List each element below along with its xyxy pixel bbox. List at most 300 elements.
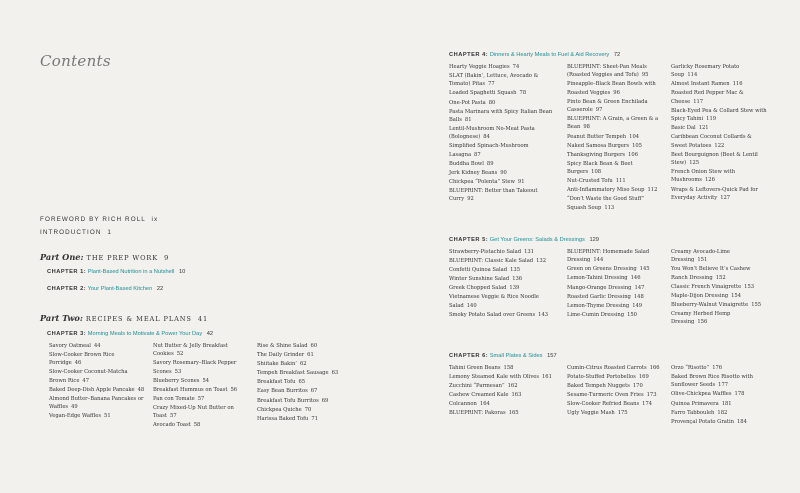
entry-title: French Onion Stew with Mushrooms bbox=[671, 169, 736, 184]
chapter-6-page: 157 bbox=[547, 353, 557, 359]
entry-page: 90 bbox=[500, 169, 507, 176]
entry-page: 184 bbox=[736, 418, 747, 425]
toc-chapter-4[interactable] bbox=[449, 52, 620, 58]
entry-title: Jerk Kidney Beans bbox=[449, 169, 498, 176]
entry-title: Easy Bean Burritos bbox=[257, 388, 308, 395]
chapter-1-page: 10 bbox=[178, 269, 186, 275]
entry-title: Caribbean Coconut Collards & Sweet Potatoes bbox=[671, 134, 752, 149]
toc-entry[interactable] bbox=[671, 265, 767, 282]
entry-page: 74 bbox=[512, 64, 520, 70]
entry-page: 44 bbox=[93, 343, 101, 349]
toc-entry[interactable] bbox=[153, 377, 249, 385]
entry-title: Cumin-Citrus Roasted Carrots bbox=[567, 365, 647, 371]
entry-title: One-Pot Pasta bbox=[449, 99, 486, 106]
toc-entry[interactable] bbox=[449, 257, 559, 265]
entry-title: Lime-Cumin Dressing bbox=[567, 311, 625, 318]
introduction-page: 1 bbox=[107, 229, 112, 236]
entry-page: 63 bbox=[331, 370, 339, 377]
chapter-6-prefix: CHAPTER 6: bbox=[449, 353, 489, 359]
part-two-heading[interactable] bbox=[40, 313, 208, 323]
toc-entry[interactable] bbox=[449, 63, 559, 71]
toc-entry[interactable] bbox=[671, 107, 767, 124]
entry-title: Pasta Marinara with Spicy Italian Bean Balls bbox=[449, 108, 553, 123]
toc-entry[interactable] bbox=[153, 395, 249, 403]
toc-entry[interactable] bbox=[49, 351, 145, 368]
toc-entry[interactable] bbox=[449, 187, 559, 204]
toc-entry[interactable] bbox=[567, 391, 663, 399]
chapter-5-column-2 bbox=[567, 248, 663, 320]
toc-chapter-5[interactable] bbox=[449, 237, 599, 243]
entry-title: BLUEPRINT: A Grain, a Green & a Bean bbox=[567, 116, 659, 131]
toc-entry[interactable] bbox=[449, 178, 559, 186]
chapter-3-prefix: CHAPTER 3: bbox=[47, 331, 87, 337]
entry-page: 58 bbox=[193, 422, 201, 429]
entry-page: 173 bbox=[646, 392, 657, 399]
toc-entry[interactable] bbox=[153, 342, 249, 359]
entry-title: Harissa Baked Tofu bbox=[257, 415, 309, 422]
chapter-2-prefix: CHAPTER 2: bbox=[47, 286, 87, 292]
entry-title: Orzo “Risotto” bbox=[671, 365, 710, 371]
toc-entry[interactable] bbox=[567, 160, 663, 177]
toc-entry[interactable] bbox=[671, 301, 767, 309]
entry-page: 84 bbox=[483, 134, 490, 141]
entry-page: 60 bbox=[310, 343, 318, 349]
toc-entry[interactable] bbox=[567, 382, 663, 390]
entry-title: Vegan-Edge Waffles bbox=[49, 413, 102, 420]
toc-entry[interactable] bbox=[671, 89, 767, 106]
entry-title: Tahini Green Beans bbox=[449, 365, 501, 371]
entry-page: 112 bbox=[647, 187, 658, 194]
entry-title: Chickpea “Polenta” Stew bbox=[449, 179, 515, 186]
entry-page: 67 bbox=[310, 388, 318, 395]
chapter-2-title: Your Plant-Based Kitchen bbox=[87, 286, 153, 292]
entry-title: Olive-Chickpea Waffles bbox=[671, 391, 732, 398]
entry-page: 51 bbox=[104, 413, 111, 420]
toc-entry[interactable] bbox=[449, 284, 559, 292]
toc-entry[interactable] bbox=[567, 63, 663, 80]
entry-page: 70 bbox=[304, 406, 312, 413]
entry-page: 158 bbox=[503, 365, 514, 371]
entry-title: BLUEPRINT: Pakoras bbox=[449, 410, 506, 417]
toc-entry[interactable] bbox=[449, 382, 559, 390]
toc-entry[interactable] bbox=[671, 186, 767, 203]
toc-entry[interactable] bbox=[671, 80, 767, 88]
chapter-5-title: Get Your Greens: Salads & Dressings bbox=[489, 237, 585, 243]
entry-title: Savory Oatmeal bbox=[49, 343, 91, 349]
entry-page: 156 bbox=[697, 319, 708, 326]
toc-entry[interactable] bbox=[567, 195, 663, 212]
chapter-3-column-2 bbox=[153, 342, 249, 431]
chapter-1-prefix: CHAPTER 1: bbox=[47, 269, 87, 275]
entry-title: Lemony Steamed Kale with Olives bbox=[449, 374, 539, 381]
entry-page: 57 bbox=[170, 413, 177, 420]
entry-page: 71 bbox=[311, 415, 318, 422]
entry-page: 56 bbox=[230, 386, 238, 393]
entry-title: Green on Greens Dressing bbox=[567, 266, 637, 273]
entry-page: 146 bbox=[630, 275, 641, 282]
entry-title: Breakfast Tofu bbox=[257, 379, 296, 386]
toc-entry[interactable] bbox=[449, 99, 559, 107]
toc-entry[interactable] bbox=[567, 364, 663, 372]
toc-entry[interactable] bbox=[671, 310, 767, 327]
entry-title: Spicy Black Bean & Beet Burgers bbox=[567, 160, 633, 176]
entry-title: Confetti Quinoa Salad bbox=[449, 267, 508, 274]
entry-page: 116 bbox=[732, 81, 743, 88]
chapter-6-column-3 bbox=[671, 364, 767, 427]
chapter-4-column-3 bbox=[671, 63, 767, 203]
entry-title: Shiitake Bakin’ bbox=[257, 361, 297, 368]
entry-title: Vietnamese Veggie & Rice Noodle Salad bbox=[449, 294, 539, 309]
toc-entry[interactable] bbox=[153, 404, 249, 421]
toc-entry[interactable] bbox=[567, 151, 663, 159]
toc-entry[interactable] bbox=[671, 151, 767, 168]
foreword-label: FOREWORD BY RICH ROLL bbox=[40, 216, 146, 223]
entry-page: 95 bbox=[641, 72, 649, 79]
toc-introduction[interactable] bbox=[40, 229, 112, 236]
entry-page: 54 bbox=[202, 377, 210, 384]
toc-entry[interactable] bbox=[567, 177, 663, 185]
toc-entry[interactable] bbox=[671, 133, 767, 150]
toc-entry[interactable] bbox=[567, 98, 663, 115]
entry-page: 108 bbox=[591, 169, 602, 176]
entry-page: 61 bbox=[307, 352, 314, 359]
entry-page: 119 bbox=[706, 116, 717, 123]
toc-entry[interactable] bbox=[567, 274, 663, 282]
toc-entry[interactable] bbox=[567, 302, 663, 310]
toc-entry[interactable] bbox=[257, 387, 353, 395]
entry-title: Buddha Bowl bbox=[449, 160, 484, 167]
toc-entry[interactable] bbox=[567, 133, 663, 141]
entry-title: Blueberry-Walnut Vinaigrette bbox=[671, 301, 749, 308]
entry-title: Baked Brown Rice Risotto with Sunflower Seeds bbox=[671, 374, 753, 389]
entry-title: “Don’t Waste the Good Stuff” Squash Soup bbox=[567, 196, 645, 211]
toc-entry[interactable] bbox=[671, 292, 767, 300]
entry-title: Pineapple–Black Bean Bowls with Roasted Veggies bbox=[567, 81, 656, 96]
entry-title: Almond Butter–Banana Pancakes or Waffles bbox=[49, 395, 144, 411]
entry-page: 174 bbox=[642, 401, 653, 408]
entry-title: Classic French Vinaigrette bbox=[671, 283, 742, 290]
entry-title: Almost Instant Ramen bbox=[671, 81, 730, 88]
toc-entry[interactable] bbox=[671, 400, 767, 408]
entry-page: 162 bbox=[507, 383, 518, 390]
toc-entry[interactable] bbox=[449, 108, 559, 125]
entry-page: 148 bbox=[633, 293, 644, 300]
toc-entry[interactable] bbox=[49, 412, 145, 420]
chapter-4-column-2 bbox=[567, 63, 663, 213]
entry-page: 52 bbox=[176, 351, 184, 358]
toc-entry[interactable] bbox=[671, 248, 767, 265]
entry-page: 163 bbox=[511, 392, 522, 399]
entry-title: Breakfast Hummus on Toast bbox=[153, 386, 228, 393]
entry-page: 139 bbox=[509, 285, 520, 292]
toc-chapter-6[interactable] bbox=[449, 353, 557, 359]
entry-page: 96 bbox=[613, 89, 620, 96]
toc-entry[interactable] bbox=[449, 311, 559, 319]
entry-title: Basic Dal bbox=[671, 125, 696, 132]
toc-entry[interactable] bbox=[671, 283, 767, 291]
entry-title: Slow-Cooker Coconut-Matcha Brown Rice bbox=[49, 369, 128, 384]
entry-page: 114 bbox=[687, 72, 698, 79]
entry-page: 121 bbox=[698, 125, 709, 132]
toc-entry[interactable] bbox=[449, 160, 559, 168]
entry-page: 97 bbox=[595, 107, 603, 114]
entry-title: Mango-Orange Dressing bbox=[567, 284, 632, 291]
entry-page: 65 bbox=[298, 379, 306, 386]
entry-page: 127 bbox=[720, 194, 731, 201]
entry-title: Creamy Herbed Hemp Dressing bbox=[671, 311, 731, 326]
chapter-6-title: Small Plates & Sides bbox=[489, 353, 543, 359]
toc-chapter-1[interactable] bbox=[47, 269, 185, 275]
toc-entry[interactable] bbox=[257, 342, 353, 350]
entry-title: Crazy Mixed-Up Nut Butter on Toast bbox=[153, 405, 234, 420]
toc-entry[interactable] bbox=[257, 351, 353, 359]
entry-page: 135 bbox=[510, 267, 520, 274]
toc-entry[interactable] bbox=[567, 311, 663, 319]
entry-page: 77 bbox=[488, 81, 495, 88]
entry-page: 169 bbox=[638, 374, 649, 381]
entry-page: 143 bbox=[538, 311, 549, 318]
entry-title: Wraps & Leftovers-Quick Pad for Everyday Activity bbox=[671, 186, 758, 201]
entry-title: Chickpea Quiche bbox=[257, 406, 302, 413]
entry-title: Baked Deep-Dish Apple Pancake bbox=[49, 386, 135, 393]
toc-entry[interactable] bbox=[49, 342, 145, 350]
entry-title: Quinoa Primavera bbox=[671, 400, 719, 407]
entry-page: 164 bbox=[479, 401, 490, 408]
entry-page: 154 bbox=[731, 292, 742, 299]
entry-page: 131 bbox=[524, 249, 534, 255]
entry-title: Provençal Potato Gratin bbox=[671, 418, 734, 425]
entry-title: Hearty Veggie Hoagies bbox=[449, 64, 510, 70]
entry-title: Creamy Avocado-Lime Dressing bbox=[671, 249, 730, 264]
entry-page: 80 bbox=[488, 99, 496, 106]
chapter-4-page: 72 bbox=[613, 52, 621, 58]
entry-page: 126 bbox=[704, 177, 715, 184]
entry-title: BLUEPRINT: Homemade Salad Dressing bbox=[567, 249, 650, 264]
chapter-5-page: 129 bbox=[589, 237, 599, 243]
entry-page: 53 bbox=[174, 368, 182, 375]
toc-entry[interactable] bbox=[567, 400, 663, 408]
toc-entry[interactable] bbox=[153, 359, 249, 376]
toc-entry[interactable] bbox=[257, 378, 353, 386]
entry-page: 147 bbox=[634, 284, 645, 291]
toc-entry[interactable] bbox=[153, 386, 249, 394]
entry-title: Roasted Red Pepper Mac & Cheese bbox=[671, 90, 744, 105]
toc-entry[interactable] bbox=[49, 368, 145, 385]
entry-page: 46 bbox=[74, 360, 82, 367]
entry-title: Black-Eyed Pea & Collard Stew with Spicy Tahini bbox=[671, 107, 767, 123]
toc-entry[interactable] bbox=[567, 115, 663, 132]
toc-entry[interactable] bbox=[567, 409, 663, 417]
entry-title: You Won’t Believe It’s Cashew Ranch Dressing bbox=[671, 266, 751, 281]
entry-page: 149 bbox=[632, 302, 643, 309]
entry-page: 166 bbox=[649, 365, 660, 371]
toc-entry[interactable] bbox=[449, 391, 559, 399]
entry-title: BLUEPRINT: Better than Takeout Curry bbox=[449, 188, 538, 203]
entry-title: Lemon-Tahini Dressing bbox=[567, 275, 628, 282]
entry-title: Slow-Cooker Brown Rice Porridge bbox=[49, 352, 115, 367]
toc-entry[interactable] bbox=[567, 284, 663, 292]
chapter-5-prefix: CHAPTER 5: bbox=[449, 237, 489, 243]
entry-title: Colcannon bbox=[449, 401, 477, 408]
entry-title: Maple-Dijon Dressing bbox=[671, 292, 729, 299]
entry-title: Baked Tempeh Nuggets bbox=[567, 383, 630, 390]
entry-page: 181 bbox=[721, 400, 732, 407]
entry-title: Rise & Shine Salad bbox=[257, 343, 308, 349]
toc-entry[interactable] bbox=[449, 169, 559, 177]
toc-entry[interactable] bbox=[449, 373, 559, 381]
toc-entry[interactable] bbox=[449, 293, 559, 310]
entry-page: 62 bbox=[299, 361, 307, 368]
entry-title: Thanksgiving Burgers bbox=[567, 151, 626, 158]
toc-entry[interactable] bbox=[671, 63, 767, 80]
entry-title: Nut-Crusted Tofu bbox=[567, 178, 613, 185]
entry-title: Winter Sunshine Salad bbox=[449, 276, 510, 283]
toc-entry[interactable] bbox=[671, 124, 767, 132]
part-two-title: RECIPES & MEAL PLANS bbox=[85, 315, 192, 323]
entry-page: 150 bbox=[627, 311, 637, 318]
entry-page: 111 bbox=[615, 178, 626, 185]
chapter-1-title: Plant-Based Nutrition in a Nutshell bbox=[87, 269, 175, 275]
entry-page: 175 bbox=[617, 410, 628, 417]
entry-title: Roasted Garlic Dressing bbox=[567, 293, 631, 300]
part-one-page: 9 bbox=[164, 254, 170, 262]
entry-title: Greek Chopped Salad bbox=[449, 285, 507, 292]
chapter-4-title: Dinners & Hearty Meals to Fuel & Aid Recovery bbox=[489, 52, 610, 58]
entry-page: 161 bbox=[542, 374, 552, 381]
entry-page: 78 bbox=[519, 90, 527, 97]
toc-entry[interactable] bbox=[153, 421, 249, 429]
toc-entry[interactable] bbox=[671, 168, 767, 185]
entry-page: 165 bbox=[508, 410, 519, 417]
toc-chapter-2[interactable] bbox=[47, 286, 163, 292]
entry-title: Beet Bourguignon (Beet & Lentil Stew) bbox=[671, 151, 758, 167]
toc-entry[interactable] bbox=[567, 186, 663, 194]
toc-entry[interactable] bbox=[257, 415, 353, 423]
chapter-3-column-3 bbox=[257, 342, 353, 424]
toc-entry[interactable] bbox=[449, 125, 559, 142]
chapter-5-column-1 bbox=[449, 248, 559, 320]
entry-title: Blueberry Scones bbox=[153, 377, 200, 384]
toc-entry[interactable] bbox=[257, 369, 353, 377]
entry-title: Breakfast Tofu Burritos bbox=[257, 397, 319, 404]
entry-title: Peanut Butter Tempeh bbox=[567, 133, 627, 140]
chapter-4-prefix: CHAPTER 4: bbox=[449, 52, 489, 58]
toc-entry[interactable] bbox=[449, 400, 559, 408]
entry-page: 57 bbox=[197, 395, 205, 402]
entry-title: Tempeh Breakfast Sausage bbox=[257, 370, 329, 377]
chapter-4-column-1 bbox=[449, 63, 559, 205]
entry-page: 106 bbox=[628, 151, 638, 158]
part-two-label: Part Two: bbox=[40, 313, 83, 323]
toc-entry[interactable] bbox=[671, 409, 767, 417]
toc-entry[interactable] bbox=[671, 364, 767, 372]
toc-entry[interactable] bbox=[49, 395, 145, 412]
toc-foreword[interactable] bbox=[40, 216, 158, 223]
foreword-page: ix bbox=[151, 216, 159, 223]
part-one-label: Part One: bbox=[40, 252, 84, 262]
entry-page: 89 bbox=[486, 160, 494, 167]
entry-page: 98 bbox=[583, 124, 590, 131]
entry-title: Avocado Toast bbox=[153, 422, 191, 429]
entry-page: 178 bbox=[734, 391, 745, 398]
entry-page: 47 bbox=[82, 377, 89, 384]
toc-entry[interactable] bbox=[567, 248, 663, 265]
toc-entry[interactable] bbox=[567, 373, 663, 381]
toc-entry[interactable] bbox=[257, 360, 353, 368]
toc-entry[interactable] bbox=[449, 142, 559, 159]
toc-entry[interactable] bbox=[449, 72, 559, 89]
entry-page: 170 bbox=[632, 383, 643, 390]
chapter-6-column-2 bbox=[567, 364, 663, 419]
toc-entry[interactable] bbox=[567, 265, 663, 273]
entry-title: Simplified Spinach-Mushroom Lasagna bbox=[449, 143, 529, 158]
entry-page: 153 bbox=[744, 283, 755, 290]
entry-title: Farro Tabbouleh bbox=[671, 409, 715, 416]
toc-entry[interactable] bbox=[257, 406, 353, 414]
toc-entry[interactable] bbox=[671, 373, 767, 390]
entry-title: Anti-Inflammatory Miso Soup bbox=[567, 187, 645, 194]
entry-page: 81 bbox=[464, 116, 472, 123]
entry-title: Loaded Spaghetti Squash bbox=[449, 90, 517, 97]
entry-page: 105 bbox=[632, 142, 642, 149]
entry-page: 140 bbox=[466, 302, 477, 309]
entry-page: 176 bbox=[712, 365, 723, 371]
entry-page: 113 bbox=[604, 204, 615, 211]
toc-entry[interactable] bbox=[671, 390, 767, 398]
entry-title: BLUEPRINT: Sheet-Pan Meals (Roasted Veggies and Tofu) bbox=[567, 64, 647, 79]
entry-title: Sesame-Turmeric Oven Fries bbox=[567, 392, 644, 399]
part-one-title: THE PREP WORK bbox=[86, 254, 159, 262]
entry-page: 104 bbox=[629, 133, 640, 140]
toc-entry[interactable] bbox=[567, 142, 663, 150]
toc-entry[interactable] bbox=[49, 386, 145, 394]
entry-page: 91 bbox=[517, 179, 525, 186]
toc-chapter-3[interactable] bbox=[47, 331, 213, 337]
introduction-label: INTRODUCTION bbox=[40, 229, 102, 236]
toc-entry[interactable] bbox=[449, 409, 559, 417]
toc-entry[interactable] bbox=[449, 364, 559, 372]
toc-entry[interactable] bbox=[449, 275, 559, 283]
chapter-2-page: 22 bbox=[156, 286, 164, 292]
entry-title: Smoky Potato Salad over Greens bbox=[449, 311, 536, 318]
toc-entry[interactable] bbox=[449, 89, 559, 97]
part-one-heading[interactable] bbox=[40, 252, 169, 262]
toc-entry[interactable] bbox=[567, 293, 663, 301]
toc-entry[interactable] bbox=[567, 80, 663, 97]
entry-page: 48 bbox=[137, 386, 145, 393]
entry-page: 122 bbox=[714, 142, 725, 149]
toc-entry[interactable] bbox=[449, 248, 559, 256]
entry-title: Lentil-Mushroom No-Meat Pasta (Bolognese) bbox=[449, 126, 535, 141]
entry-page: 49 bbox=[71, 404, 78, 411]
chapter-6-column-1 bbox=[449, 364, 559, 419]
entry-title: Potato-Stuffed Portobellos bbox=[567, 374, 636, 381]
chapter-3-column-1 bbox=[49, 342, 145, 421]
entry-page: 155 bbox=[751, 301, 762, 308]
entry-page: 144 bbox=[593, 257, 604, 264]
entry-title: BLUEPRINT: Classic Kale Salad bbox=[449, 258, 534, 265]
entry-title: Strawberry-Pistachio Salad bbox=[449, 249, 522, 255]
entry-title: Naked Samosa Burgers bbox=[567, 142, 630, 149]
entry-page: 177 bbox=[718, 382, 729, 389]
entry-title: Garlicky Rosemary Potato Soup bbox=[671, 64, 740, 79]
entry-title: Zucchini “Parmesan” bbox=[449, 383, 505, 390]
entry-title: Cashew Creamed Kale bbox=[449, 392, 509, 399]
entry-title: Nut Butter & Jelly Breakfast Cookies bbox=[153, 343, 228, 358]
toc-entry[interactable] bbox=[671, 418, 767, 426]
toc-entry[interactable] bbox=[257, 397, 353, 405]
toc-entry[interactable] bbox=[449, 266, 559, 274]
